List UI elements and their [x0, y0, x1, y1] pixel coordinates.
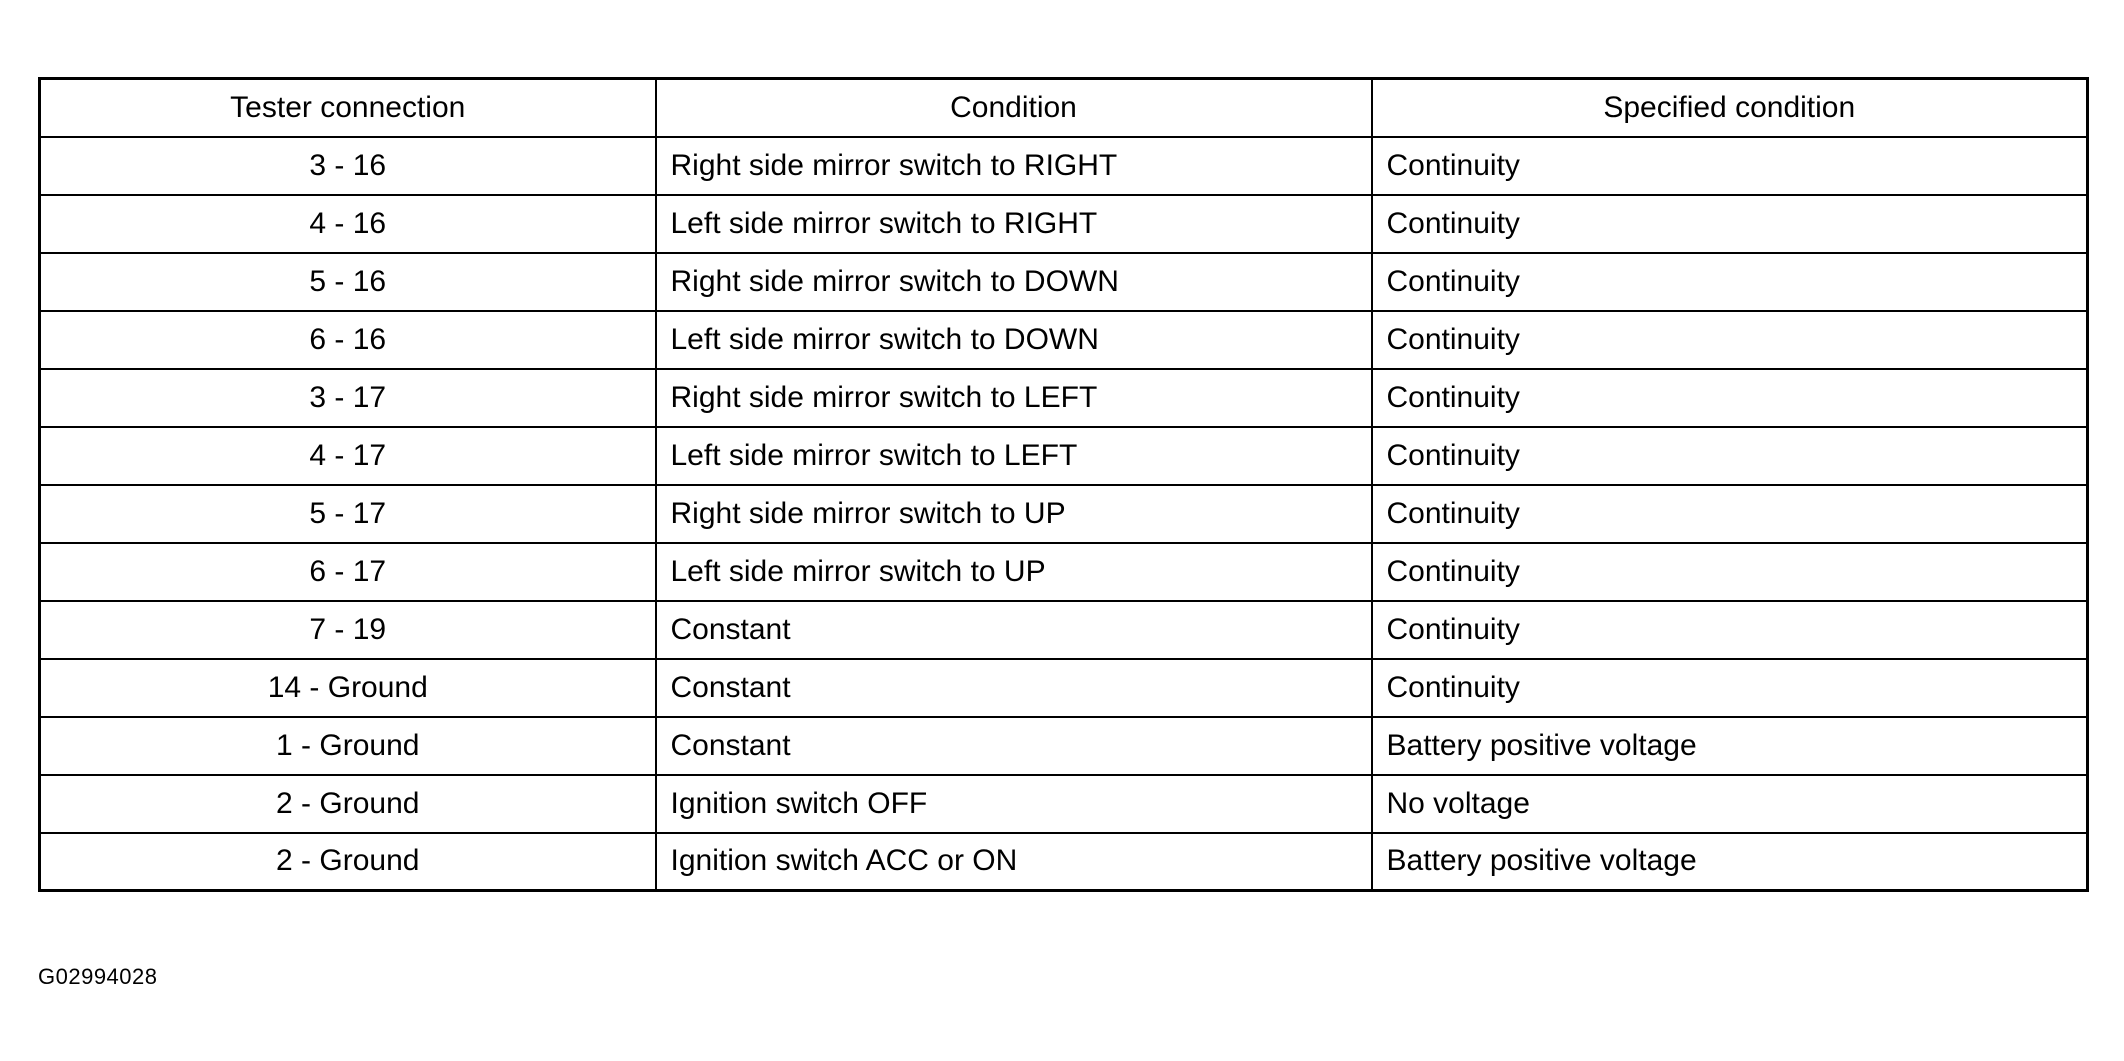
cell-condition: Ignition switch ACC or ON — [656, 833, 1372, 891]
cell-tester-connection: 5 - 16 — [40, 253, 656, 311]
cell-condition: Right side mirror switch to RIGHT — [656, 137, 1372, 195]
cell-condition: Right side mirror switch to LEFT — [656, 369, 1372, 427]
cell-condition: Ignition switch OFF — [656, 775, 1372, 833]
table-row — [40, 253, 2088, 311]
table-row — [40, 137, 2088, 195]
cell-tester-connection: 2 - Ground — [40, 833, 656, 891]
cell-tester-connection: 6 - 16 — [40, 311, 656, 369]
cell-specified-condition: Continuity — [1372, 659, 2088, 717]
table-row — [40, 775, 2088, 833]
table-row — [40, 659, 2088, 717]
cell-tester-connection: 6 - 17 — [40, 543, 656, 601]
cell-specified-condition: Continuity — [1372, 601, 2088, 659]
table-body — [40, 137, 2088, 891]
cell-tester-connection: 3 - 16 — [40, 137, 656, 195]
inspection-table — [38, 77, 2089, 892]
table-row — [40, 717, 2088, 775]
cell-tester-connection: 7 - 19 — [40, 601, 656, 659]
cell-tester-connection: 3 - 17 — [40, 369, 656, 427]
cell-tester-connection: 5 - 17 — [40, 485, 656, 543]
cell-specified-condition: No voltage — [1372, 775, 2088, 833]
cell-specified-condition: Continuity — [1372, 485, 2088, 543]
cell-condition: Right side mirror switch to UP — [656, 485, 1372, 543]
table-row — [40, 311, 2088, 369]
table-row — [40, 369, 2088, 427]
cell-specified-condition: Continuity — [1372, 253, 2088, 311]
cell-specified-condition: Continuity — [1372, 137, 2088, 195]
cell-condition: Constant — [656, 601, 1372, 659]
cell-tester-connection: 14 - Ground — [40, 659, 656, 717]
header-row — [40, 79, 2088, 137]
table-row — [40, 485, 2088, 543]
cell-condition: Left side mirror switch to DOWN — [656, 311, 1372, 369]
cell-condition: Right side mirror switch to DOWN — [656, 253, 1372, 311]
table-header — [40, 79, 2088, 137]
table-row — [40, 833, 2088, 891]
header-tester-connection: Tester connection — [40, 79, 656, 137]
cell-tester-connection: 4 - 16 — [40, 195, 656, 253]
table-row — [40, 195, 2088, 253]
header-condition: Condition — [656, 79, 1372, 137]
cell-condition: Left side mirror switch to UP — [656, 543, 1372, 601]
cell-specified-condition: Battery positive voltage — [1372, 833, 2088, 891]
cell-tester-connection: 2 - Ground — [40, 775, 656, 833]
cell-condition: Constant — [656, 717, 1372, 775]
cell-tester-connection: 4 - 17 — [40, 427, 656, 485]
cell-specified-condition: Continuity — [1372, 543, 2088, 601]
cell-condition: Left side mirror switch to LEFT — [656, 427, 1372, 485]
cell-specified-condition: Continuity — [1372, 369, 2088, 427]
cell-specified-condition: Continuity — [1372, 195, 2088, 253]
table-row — [40, 601, 2088, 659]
cell-specified-condition: Battery positive voltage — [1372, 717, 2088, 775]
cell-specified-condition: Continuity — [1372, 427, 2088, 485]
cell-tester-connection: 1 - Ground — [40, 717, 656, 775]
header-specified-condition: Specified condition — [1372, 79, 2088, 137]
cell-specified-condition: Continuity — [1372, 311, 2088, 369]
table-row — [40, 427, 2088, 485]
cell-condition: Left side mirror switch to RIGHT — [656, 195, 1372, 253]
cell-condition: Constant — [656, 659, 1372, 717]
figure-id: G02994028 — [38, 964, 158, 989]
table-row — [40, 543, 2088, 601]
